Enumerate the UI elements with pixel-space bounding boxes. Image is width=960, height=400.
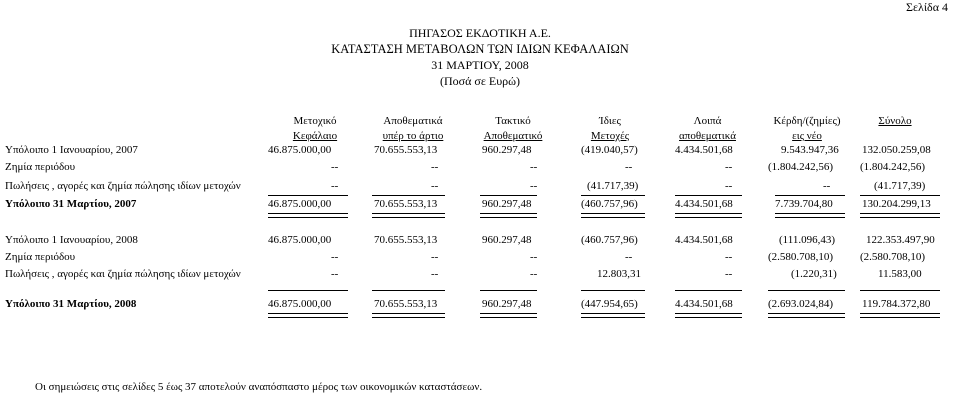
double-underline bbox=[268, 213, 348, 218]
table-row bbox=[0, 144, 960, 159]
table-row bbox=[0, 298, 960, 313]
column-header-other-reserves bbox=[660, 114, 755, 144]
cell-share-capital: 46.875.000,00 bbox=[268, 298, 332, 310]
row-label: Ζημία περιόδου bbox=[5, 161, 76, 173]
cell-share-capital: 46.875.000,00 bbox=[268, 198, 332, 210]
cell-treasury-shares: (41.717,39) bbox=[587, 180, 639, 192]
cell-statutory-reserve: -- bbox=[530, 268, 538, 280]
cell-total: 132.050.259,08 bbox=[862, 144, 931, 156]
double-underline bbox=[675, 213, 742, 218]
separator-line bbox=[480, 195, 537, 196]
separator-line bbox=[860, 195, 940, 196]
separator-line bbox=[372, 195, 445, 196]
cell-total: 122.353.497,90 bbox=[866, 234, 935, 246]
table-row bbox=[0, 161, 960, 176]
cell-other-reserves: -- bbox=[725, 180, 733, 192]
cell-share-capital: -- bbox=[331, 180, 339, 192]
page-number: Σελίδα 4 bbox=[905, 0, 948, 14]
column-header-top: Τακτικό bbox=[495, 115, 531, 127]
double-underline bbox=[372, 213, 445, 218]
double-underline bbox=[581, 213, 645, 218]
table-row bbox=[0, 234, 960, 249]
separator-line bbox=[860, 290, 940, 291]
cell-statutory-reserve: 960.297,48 bbox=[482, 144, 532, 156]
cell-share-premium: 70.655.553,13 bbox=[374, 198, 438, 210]
cell-treasury-shares: -- bbox=[625, 251, 633, 263]
separator-line bbox=[581, 195, 645, 196]
separator-line bbox=[581, 290, 645, 291]
double-underline bbox=[775, 213, 845, 218]
table-row bbox=[0, 251, 960, 266]
separator-line bbox=[675, 195, 742, 196]
footnote: Οι σημειώσεις στις σελίδες 5 έως 37 αποτελούν αναπόσπαστο μέρος των οικονομικών καταστάσεων. bbox=[35, 381, 483, 393]
separator-line bbox=[480, 290, 537, 291]
cell-share-premium: -- bbox=[431, 180, 439, 192]
double-underline bbox=[860, 213, 940, 218]
column-header-bottom: Κεφάλαιο bbox=[292, 130, 338, 142]
cell-retained-earnings: (1.804.242,56) bbox=[768, 161, 834, 173]
cell-treasury-shares: (460.757,96) bbox=[581, 198, 638, 210]
cell-retained-earnings: -- bbox=[823, 180, 831, 192]
row-label: Υπόλοιπο 31 Μαρτίου, 2008 bbox=[5, 298, 137, 310]
column-header-statutory-reserve bbox=[463, 114, 563, 144]
cell-share-premium: -- bbox=[431, 161, 439, 173]
cell-share-premium: -- bbox=[431, 251, 439, 263]
cell-share-premium: 70.655.553,13 bbox=[374, 234, 438, 246]
column-header-bottom: υπέρ το άρτιο bbox=[382, 130, 444, 142]
row-label: Πωλήσεις , αγορές και ζημία πώλησης ιδίων μετοχών bbox=[5, 268, 241, 280]
double-underline bbox=[480, 213, 537, 218]
double-underline bbox=[860, 313, 940, 318]
column-header-top: Λοιπά bbox=[693, 115, 722, 127]
double-underline bbox=[581, 313, 645, 318]
cell-treasury-shares: -- bbox=[625, 161, 633, 173]
column-header-bottom: Μετοχές bbox=[590, 130, 630, 142]
company-name: ΠΗΓΑΣΟΣ ΕΚΔΟΤΙΚΗ Α.Ε. bbox=[409, 26, 551, 40]
separator-line bbox=[775, 195, 845, 196]
column-header-share-capital bbox=[270, 114, 360, 144]
table-row bbox=[0, 180, 960, 195]
cell-other-reserves: -- bbox=[725, 251, 733, 263]
column-header-top: Ίδιες bbox=[599, 115, 621, 127]
cell-retained-earnings: (2.580.708,10) bbox=[768, 251, 834, 263]
column-header-bottom: Αποθεματικό bbox=[483, 130, 543, 142]
column-header-top: Κέρδη/(ζημίες) bbox=[773, 115, 841, 127]
cell-statutory-reserve: 960.297,48 bbox=[482, 298, 532, 310]
cell-share-capital: 46.875.000,00 bbox=[268, 144, 332, 156]
cell-statutory-reserve: 960.297,48 bbox=[482, 234, 532, 246]
double-underline bbox=[480, 313, 537, 318]
row-label: Υπόλοιπο 1 Ιανουαρίου, 2008 bbox=[5, 234, 138, 246]
cell-statutory-reserve: -- bbox=[530, 251, 538, 263]
cell-treasury-shares: (419.040,57) bbox=[581, 144, 638, 156]
cell-share-capital: -- bbox=[331, 268, 339, 280]
separator-line bbox=[268, 195, 348, 196]
cell-total: 130.204.299,13 bbox=[862, 198, 931, 210]
cell-statutory-reserve: 960.297,48 bbox=[482, 198, 532, 210]
double-underline bbox=[268, 313, 348, 318]
column-header-retained-earnings bbox=[757, 114, 857, 144]
statement-date: 31 ΜΑΡΤΙΟΥ, 2008 bbox=[431, 58, 529, 72]
cell-other-reserves: 4.434.501,68 bbox=[675, 234, 733, 246]
cell-retained-earnings: (2.693.024,84) bbox=[768, 298, 834, 310]
cell-total: (2.580.708,10) bbox=[860, 251, 926, 263]
cell-treasury-shares: (460.757,96) bbox=[581, 234, 638, 246]
row-label: Πωλήσεις , αγορές και ζημία πώλησης ιδίων μετοχών bbox=[5, 180, 241, 192]
double-underline bbox=[372, 313, 445, 318]
column-header-top: Μετοχικό bbox=[293, 115, 337, 127]
separator-line bbox=[268, 290, 348, 291]
statement-header bbox=[0, 25, 960, 89]
cell-other-reserves: 4.434.501,68 bbox=[675, 198, 733, 210]
column-header-top: Αποθεματικά bbox=[383, 115, 443, 127]
column-header-share-premium bbox=[358, 114, 468, 144]
cell-total: 119.784.372,80 bbox=[862, 298, 931, 310]
cell-share-capital: 46.875.000,00 bbox=[268, 234, 332, 246]
cell-share-premium: 70.655.553,13 bbox=[374, 144, 438, 156]
cell-retained-earnings: (111.096,43) bbox=[779, 234, 836, 246]
cell-treasury-shares: (447.954,65) bbox=[581, 298, 638, 310]
cell-share-capital: -- bbox=[331, 251, 339, 263]
cell-statutory-reserve: -- bbox=[530, 161, 538, 173]
double-underline bbox=[768, 313, 845, 318]
double-underline bbox=[675, 313, 742, 318]
row-label: Ζημία περιόδου bbox=[5, 251, 76, 263]
cell-share-capital: -- bbox=[331, 161, 339, 173]
column-header-bottom: Σύνολο bbox=[878, 115, 912, 127]
cell-other-reserves: -- bbox=[725, 161, 733, 173]
cell-total: 11.583,00 bbox=[878, 268, 922, 280]
row-label: Υπόλοιπο 1 Ιανουαρίου, 2007 bbox=[5, 144, 138, 156]
cell-total: (41.717,39) bbox=[874, 180, 926, 192]
cell-share-premium: -- bbox=[431, 268, 439, 280]
table-row bbox=[0, 268, 960, 283]
column-header-treasury-shares bbox=[570, 114, 650, 144]
cell-retained-earnings: (1.220,31) bbox=[791, 268, 837, 280]
table-row bbox=[0, 198, 960, 213]
cell-statutory-reserve: -- bbox=[530, 180, 538, 192]
cell-share-premium: 70.655.553,13 bbox=[374, 298, 438, 310]
cell-other-reserves: -- bbox=[725, 268, 733, 280]
separator-line bbox=[675, 290, 742, 291]
separator-line bbox=[372, 290, 445, 291]
cell-other-reserves: 4.434.501,68 bbox=[675, 144, 733, 156]
row-label: Υπόλοιπο 31 Μαρτίου, 2007 bbox=[5, 198, 137, 210]
cell-other-reserves: 4.434.501,68 bbox=[675, 298, 733, 310]
column-header-bottom: αποθεματικά bbox=[679, 130, 736, 142]
column-header-bottom: εις νέο bbox=[792, 130, 822, 142]
cell-total: (1.804.242,56) bbox=[860, 161, 926, 173]
separator-line bbox=[768, 290, 845, 291]
cell-retained-earnings: 7.739.704,80 bbox=[775, 198, 833, 210]
currency-note: (Ποσά σε Ευρώ) bbox=[439, 74, 521, 88]
cell-treasury-shares: 12.803,31 bbox=[597, 268, 641, 280]
statement-title: ΚΑΤΑΣΤΑΣΗ ΜΕΤΑΒΟΛΩΝ ΤΩΝ ΙΔΙΩΝ ΚΕΦΑΛΑΙΩΝ bbox=[331, 42, 629, 56]
cell-retained-earnings: 9.543.947,36 bbox=[781, 144, 839, 156]
column-header-total bbox=[855, 114, 935, 129]
